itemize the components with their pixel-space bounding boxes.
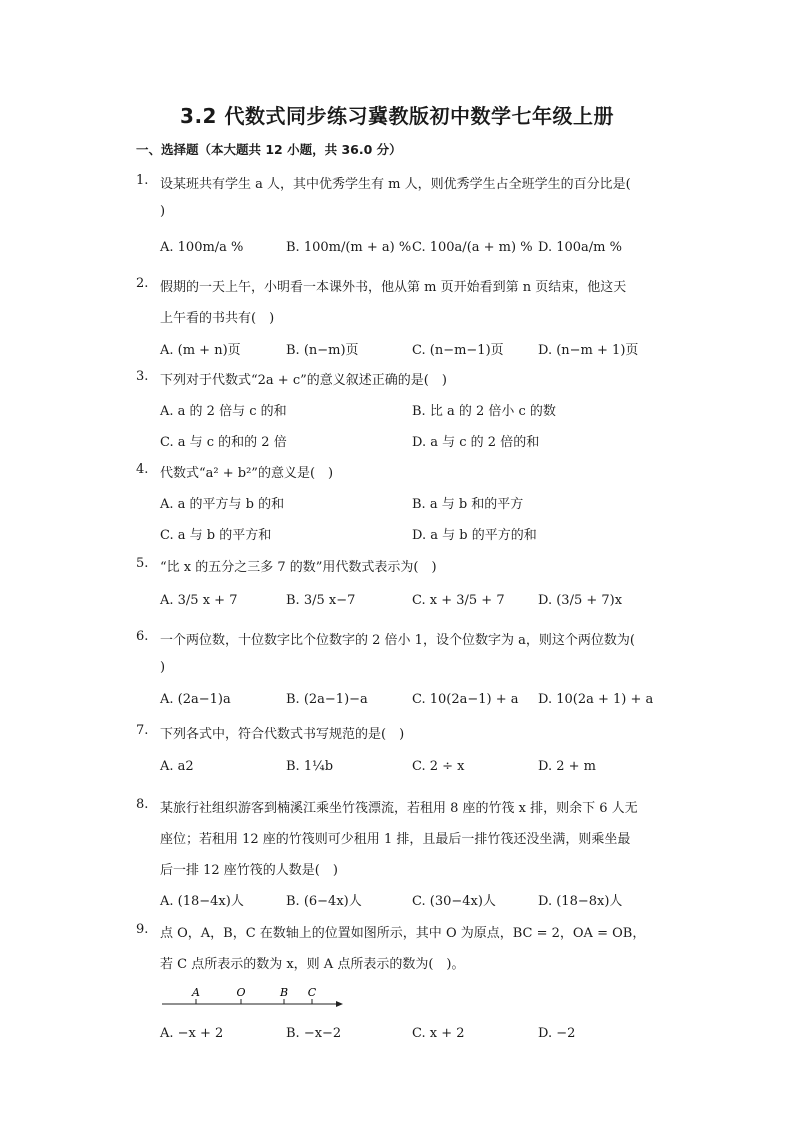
question-text: 一个两位数，十位数字比个位数字的 2 倍小 1，设个位数字为 a，则这个两位数为( bbox=[160, 633, 635, 648]
question-text: 下列各式中，符合代数式书写规范的是( ) bbox=[160, 727, 405, 742]
option-b[interactable]: B. a 与 b 和的平方 bbox=[412, 497, 524, 512]
option-b[interactable]: B. 1¼b bbox=[286, 759, 334, 774]
option-d[interactable]: D. a 与 b 的平方的和 bbox=[412, 528, 537, 543]
number-line-figure bbox=[160, 982, 345, 1012]
point-label-b: B bbox=[279, 986, 289, 999]
question-number: 9. bbox=[136, 922, 149, 937]
option-c[interactable]: C. (n−m−1)页 bbox=[412, 343, 504, 358]
option-c[interactable]: C. (30−4x)人 bbox=[412, 894, 496, 909]
page-title: 3.2 代数式同步练习冀教版初中数学七年级上册 bbox=[180, 104, 614, 128]
option-c[interactable]: C. 2 ÷ x bbox=[412, 759, 465, 774]
question-number: 8. bbox=[136, 797, 149, 812]
option-c[interactable]: C. 10(2a−1) + a bbox=[412, 692, 519, 707]
question-number: 2. bbox=[136, 276, 149, 291]
point-label-c: C bbox=[307, 986, 317, 999]
option-a[interactable]: A. 100m/a % bbox=[160, 240, 244, 255]
question-text: 设某班共有学生 a 人，其中优秀学生有 m 人，则优秀学生占全班学生的百分比是( bbox=[160, 177, 631, 192]
question-text: ) bbox=[160, 660, 166, 675]
option-a[interactable]: A. (2a−1)a bbox=[160, 692, 231, 707]
option-c[interactable]: C. x + 3/5 + 7 bbox=[412, 593, 505, 608]
option-d[interactable]: D. 10(2a + 1) + a bbox=[538, 692, 654, 707]
question-number: 5. bbox=[136, 556, 149, 571]
option-b[interactable]: B. 100m/(m + a) % bbox=[286, 240, 412, 255]
question-text: 某旅行社组织游客到楠溪江乘坐竹筏漂流，若租用 8 座的竹筏 x 排，则余下 6 人无 bbox=[160, 801, 638, 816]
question-number: 6. bbox=[136, 629, 149, 644]
option-d[interactable]: D. (18−8x)人 bbox=[538, 894, 623, 909]
option-d[interactable]: D. −2 bbox=[538, 1026, 576, 1041]
option-d[interactable]: D. a 与 c 的 2 倍的和 bbox=[412, 435, 540, 450]
option-a[interactable]: A. a2 bbox=[160, 759, 194, 774]
question-text: 若 C 点所表示的数为 x，则 A 点所表示的数为( )。 bbox=[160, 957, 465, 972]
option-a[interactable]: A. 3/5 x + 7 bbox=[160, 593, 238, 608]
option-b[interactable]: B. 比 a 的 2 倍小 c 的数 bbox=[412, 404, 556, 419]
option-c[interactable]: C. 100a/(a + m) % bbox=[412, 240, 533, 255]
option-b[interactable]: B. 3/5 x−7 bbox=[286, 593, 356, 608]
question-number: 3. bbox=[136, 369, 149, 384]
option-a[interactable]: A. (18−4x)人 bbox=[160, 894, 244, 909]
option-d[interactable]: D. 100a/m % bbox=[538, 240, 622, 255]
question-number: 4. bbox=[136, 462, 149, 477]
option-c[interactable]: C. a 与 c 的和的 2 倍 bbox=[160, 435, 287, 450]
section-heading: 一、选择题（本大题共 12 小题，共 36.0 分） bbox=[136, 142, 402, 157]
question-text: ) bbox=[160, 204, 166, 219]
question-text: “比 x 的五分之三多 7 的数”用代数式表示为( ) bbox=[160, 560, 437, 575]
axis-arrow-icon bbox=[336, 1001, 343, 1007]
option-b[interactable]: B. (n−m)页 bbox=[286, 343, 359, 358]
question-text: 代数式“a² + b²”的意义是( ) bbox=[160, 466, 334, 481]
option-a[interactable]: A. (m + n)页 bbox=[160, 343, 241, 358]
point-label-o: O bbox=[236, 986, 246, 999]
option-a[interactable]: A. a 的 2 倍与 c 的和 bbox=[160, 404, 287, 419]
question-text: 点 O，A，B，C 在数轴上的位置如图所示，其中 O 为原点，BC = 2，OA = OB， bbox=[160, 926, 646, 941]
option-a[interactable]: A. a 的平方与 b 的和 bbox=[160, 497, 285, 512]
question-text: 后一排 12 座竹筏的人数是( ) bbox=[160, 863, 338, 878]
option-d[interactable]: D. (3/5 + 7)x bbox=[538, 593, 623, 608]
option-a[interactable]: A. −x + 2 bbox=[160, 1026, 224, 1041]
question-text: 上午看的书共有( ) bbox=[160, 311, 275, 326]
option-c[interactable]: C. a 与 b 的平方和 bbox=[160, 528, 272, 543]
question-text: 座位；若租用 12 座的竹筏则可少租用 1 排，且最后一排竹筏还没坐满，则乘坐最 bbox=[160, 832, 631, 847]
question-text: 假期的一天上午，小明看一本课外书，他从第 m 页开始看到第 n 页结束，他这天 bbox=[160, 280, 627, 295]
point-label-a: A bbox=[192, 986, 200, 999]
question-text: 下列对于代数式“2a + c”的意义叙述正确的是( ) bbox=[160, 373, 447, 388]
option-b[interactable]: B. −x−2 bbox=[286, 1026, 342, 1041]
option-b[interactable]: B. (6−4x)人 bbox=[286, 894, 362, 909]
option-d[interactable]: D. 2 + m bbox=[538, 759, 596, 774]
option-d[interactable]: D. (n−m + 1)页 bbox=[538, 343, 639, 358]
option-c[interactable]: C. x + 2 bbox=[412, 1026, 465, 1041]
question-number: 1. bbox=[136, 173, 149, 188]
question-number: 7. bbox=[136, 723, 149, 738]
option-b[interactable]: B. (2a−1)−a bbox=[286, 692, 368, 707]
